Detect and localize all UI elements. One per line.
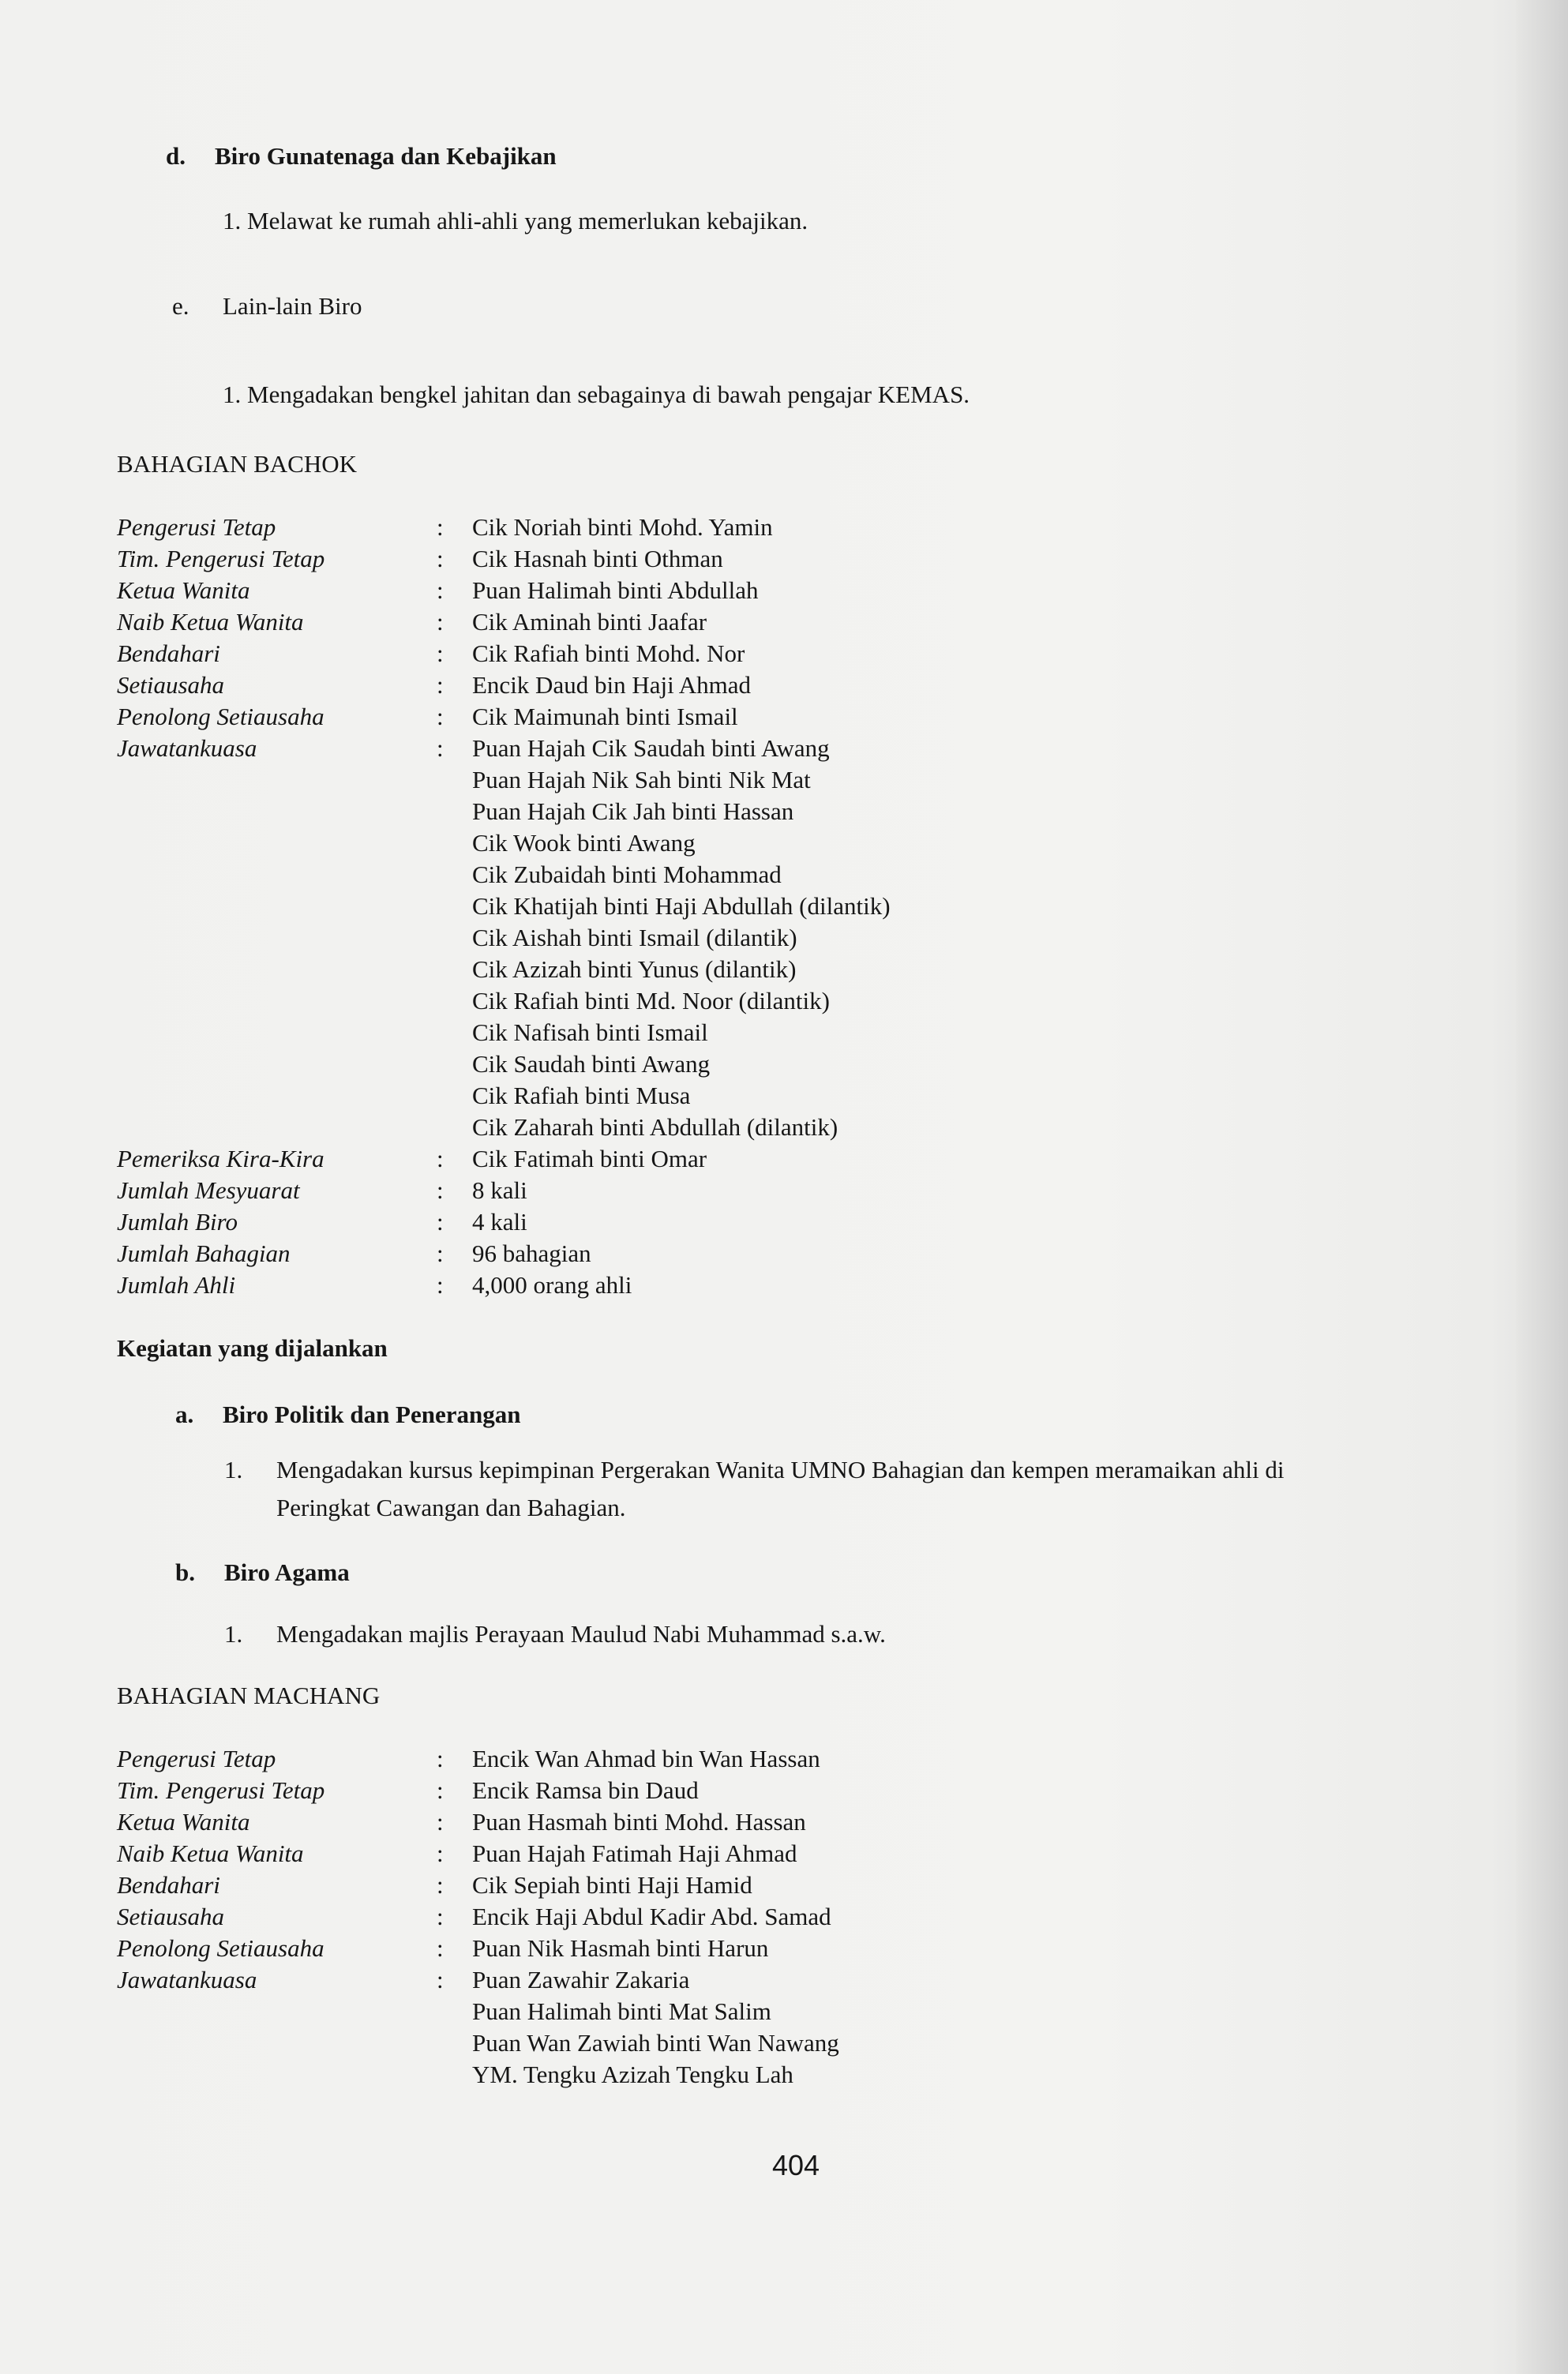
roster-name-value: Encik Haji Abdul Kadir Abd. Samad <box>472 1903 831 1930</box>
roster-name-value: Puan Halimah binti Abdullah <box>472 576 759 604</box>
bachok-a-item-line-2: Peringkat Cawangan dan Bahagian. <box>276 1494 626 1521</box>
roster-name-value: Cik Aishah binti Ismail (dilantik) <box>472 924 797 951</box>
roster-separator: : <box>437 1966 444 1993</box>
roster-name-value: Cik Khatijah binti Haji Abdullah (dilantik) <box>472 892 891 920</box>
roster-name-value: Cik Fatimah binti Omar <box>472 1145 707 1172</box>
roster-separator: : <box>437 1745 444 1772</box>
roster-role-label: Pengerusi Tetap <box>117 513 276 541</box>
roster-separator: : <box>437 1176 444 1204</box>
roster-name-value: Cik Sepiah binti Haji Hamid <box>472 1871 752 1899</box>
roster-name-value: 96 bahagian <box>472 1240 591 1267</box>
bachok-a-heading: Biro Politik dan Penerangan <box>223 1401 521 1428</box>
roster-name-value: Puan Nik Hasmah binti Harun <box>472 1934 769 1962</box>
roster-name-value: 8 kali <box>472 1176 527 1204</box>
roster-role-label: Naib Ketua Wanita <box>117 1840 304 1867</box>
bachok-b-item-number: 1. <box>224 1620 243 1648</box>
bachok-a-item-line-1: Mengadakan kursus kepimpinan Pergerakan Wanita UMNO Bahagian dan kempen meramaikan ahli di <box>276 1456 1285 1483</box>
roster-separator: : <box>437 671 444 699</box>
bachok-b-letter: b. <box>175 1558 195 1586</box>
bachok-a-item-number: 1. <box>224 1456 243 1483</box>
roster-name-value: Cik Azizah binti Yunus (dilantik) <box>472 955 797 983</box>
roster-name-value: Encik Daud bin Haji Ahmad <box>472 671 751 699</box>
roster-name-value: Encik Ramsa bin Daud <box>472 1776 699 1804</box>
roster-role-label: Pengerusi Tetap <box>117 1745 276 1772</box>
roster-name-value: Encik Wan Ahmad bin Wan Hassan <box>472 1745 820 1772</box>
roster-name-value: Cik Noriah binti Mohd. Yamin <box>472 513 773 541</box>
roster-separator: : <box>437 703 444 730</box>
roster-name-value: Cik Rafiah binti Musa <box>472 1082 691 1109</box>
roster-name-value: Cik Rafiah binti Md. Noor (dilantik) <box>472 987 830 1014</box>
roster-role-label: Bendahari <box>117 1871 220 1899</box>
roster-role-label: Tim. Pengerusi Tetap <box>117 1776 325 1804</box>
bachok-b-heading: Biro Agama <box>224 1558 350 1586</box>
roster-role-label: Jawatankuasa <box>117 1966 257 1993</box>
roster-name-value: 4,000 orang ahli <box>472 1271 632 1299</box>
section-d-heading: Biro Gunatenaga dan Kebajikan <box>215 142 557 170</box>
roster-role-label: Ketua Wanita <box>117 576 250 604</box>
roster-name-value: Cik Zubaidah binti Mohammad <box>472 861 782 888</box>
roster-role-label: Setiausaha <box>117 1903 225 1930</box>
roster-name-value: Puan Hajah Cik Jah binti Hassan <box>472 797 794 825</box>
roster-name-value: Cik Aminah binti Jaafar <box>472 608 707 636</box>
roster-name-value: Cik Nafisah binti Ismail <box>472 1018 708 1046</box>
roster-separator: : <box>437 1840 444 1867</box>
roster-separator: : <box>437 1240 444 1267</box>
roster-role-label: Pemeriksa Kira-Kira <box>117 1145 324 1172</box>
roster-name-value: Puan Hajah Fatimah Haji Ahmad <box>472 1840 797 1867</box>
section-e-item-1: 1. Mengadakan bengkel jahitan dan sebagainya di bawah pengajar KEMAS. <box>223 381 970 408</box>
roster-separator: : <box>437 1903 444 1930</box>
roster-name-value: Cik Maimunah binti Ismail <box>472 703 738 730</box>
machang-title: BAHAGIAN MACHANG <box>117 1682 381 1709</box>
roster-name-value: 4 kali <box>472 1208 527 1236</box>
roster-role-label: Bendahari <box>117 639 220 667</box>
roster-role-label: Jawatankuasa <box>117 734 257 762</box>
roster-name-value: Puan Hajah Nik Sah binti Nik Mat <box>472 766 811 793</box>
roster-name-value: Puan Hasmah binti Mohd. Hassan <box>472 1808 806 1836</box>
roster-role-label: Jumlah Mesyuarat <box>117 1176 300 1204</box>
roster-role-label: Ketua Wanita <box>117 1808 250 1836</box>
section-e-heading: Lain-lain Biro <box>223 292 362 320</box>
bachok-title: BAHAGIAN BACHOK <box>117 450 357 478</box>
roster-separator: : <box>437 576 444 604</box>
page-number: 404 <box>772 2149 820 2181</box>
roster-separator: : <box>437 1145 444 1172</box>
roster-name-value: Puan Wan Zawiah binti Wan Nawang <box>472 2029 839 2057</box>
roster-name-value: Cik Hasnah binti Othman <box>472 545 723 572</box>
roster-name-value: YM. Tengku Azizah Tengku Lah <box>472 2061 793 2088</box>
roster-role-label: Setiausaha <box>117 671 225 699</box>
roster-name-value: Puan Zawahir Zakaria <box>472 1966 690 1993</box>
roster-separator: : <box>437 734 444 762</box>
roster-role-label: Jumlah Biro <box>117 1208 238 1236</box>
bachok-a-letter: a. <box>175 1401 194 1428</box>
roster-separator: : <box>437 1934 444 1962</box>
roster-role-label: Penolong Setiausaha <box>117 703 324 730</box>
roster-separator: : <box>437 545 444 572</box>
roster-name-value: Cik Rafiah binti Mohd. Nor <box>472 639 745 667</box>
roster-role-label: Naib Ketua Wanita <box>117 608 304 636</box>
roster-name-value: Puan Hajah Cik Saudah binti Awang <box>472 734 830 762</box>
section-d-letter: d. <box>166 142 186 170</box>
roster-separator: : <box>437 639 444 667</box>
roster-separator: : <box>437 513 444 541</box>
roster-separator: : <box>437 1776 444 1804</box>
roster-name-value: Cik Wook binti Awang <box>472 829 696 857</box>
roster-separator: : <box>437 1208 444 1236</box>
roster-role-label: Jumlah Ahli <box>117 1271 236 1299</box>
roster-separator: : <box>437 1808 444 1836</box>
roster-role-label: Jumlah Bahagian <box>117 1240 291 1267</box>
roster-name-value: Puan Halimah binti Mat Salim <box>472 1997 771 2025</box>
roster-separator: : <box>437 1271 444 1299</box>
roster-role-label: Penolong Setiausaha <box>117 1934 324 1962</box>
roster-role-label: Tim. Pengerusi Tetap <box>117 545 325 572</box>
roster-name-value: Cik Zaharah binti Abdullah (dilantik) <box>472 1113 838 1141</box>
bachok-activities-heading: Kegiatan yang dijalankan <box>117 1334 388 1362</box>
roster-separator: : <box>437 1871 444 1899</box>
page-edge <box>1516 0 1568 2374</box>
roster-name-value: Cik Saudah binti Awang <box>472 1050 711 1078</box>
roster-separator: : <box>437 608 444 636</box>
section-d-item-1: 1. Melawat ke rumah ahli-ahli yang memerlukan kebajikan. <box>223 207 808 234</box>
section-e-letter: e. <box>172 292 189 320</box>
bachok-b-item: Mengadakan majlis Perayaan Maulud Nabi Muhammad s.a.w. <box>276 1620 886 1648</box>
